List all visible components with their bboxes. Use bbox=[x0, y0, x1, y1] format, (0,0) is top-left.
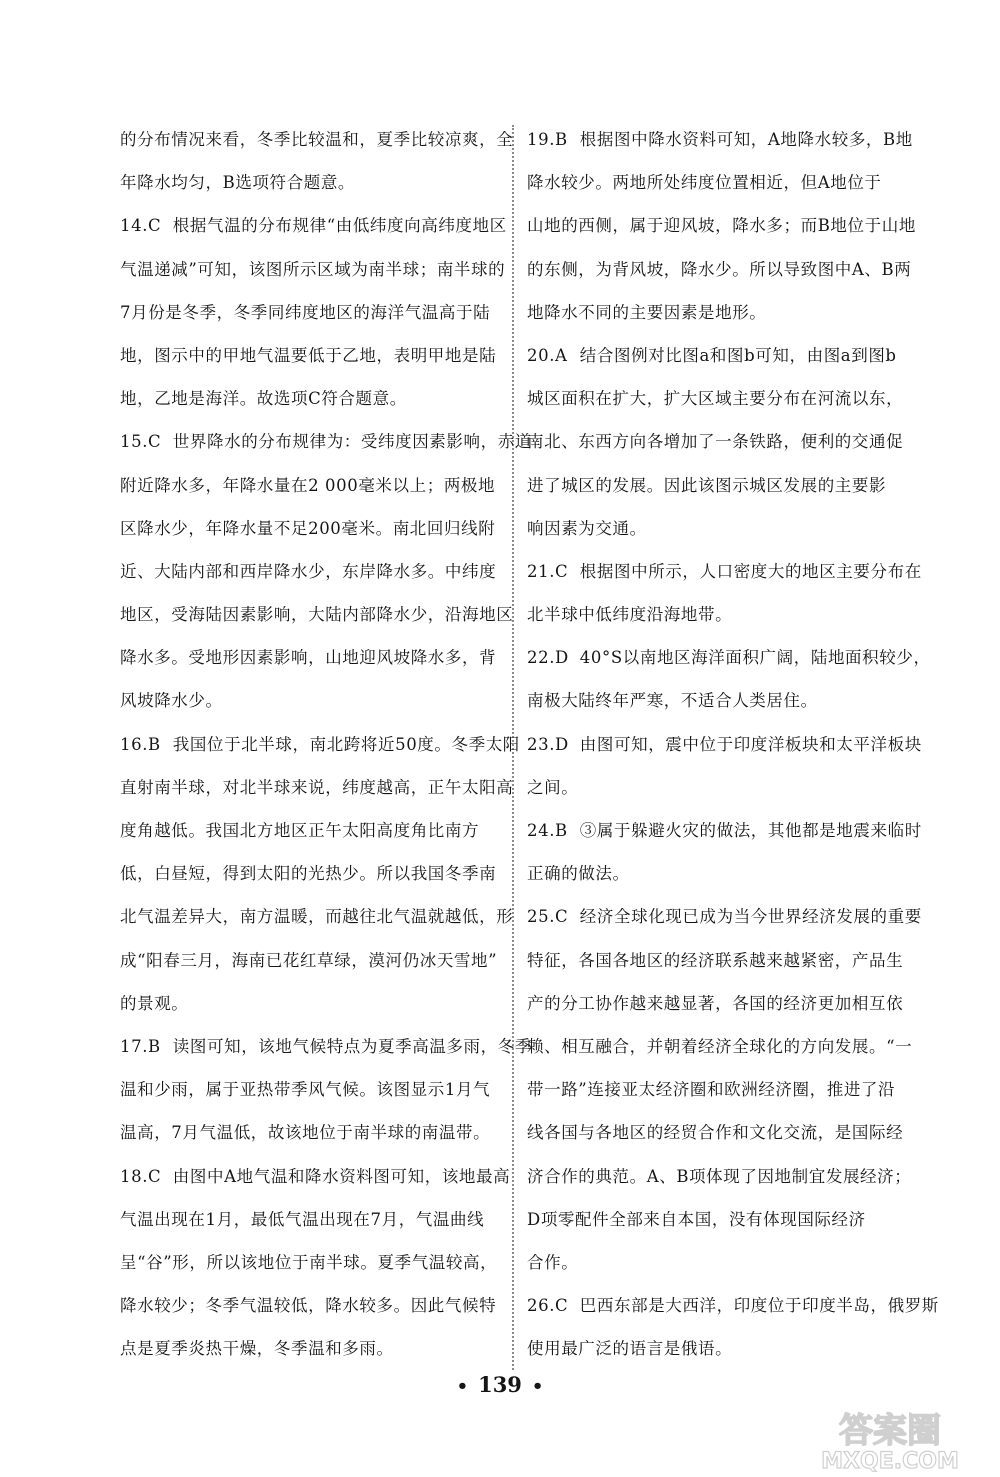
answer-text: 特征，各国各地区的经济联系越来越紧密，产品生 bbox=[527, 950, 904, 970]
answer-20 bbox=[527, 334, 927, 550]
answer-text: D项零配件全部来自本国，没有体现国际经济 bbox=[527, 1209, 866, 1229]
answer-text: 南极大陆终年严寒，不适合人类居住。 bbox=[527, 691, 818, 711]
answer-text: 气温出现在1月，最低气温出现在7月，气温曲线 bbox=[120, 1209, 485, 1229]
answer-23 bbox=[527, 723, 927, 809]
right-column bbox=[527, 118, 939, 1370]
answer-number: 21.C bbox=[527, 561, 569, 581]
page-number-dot-right: • bbox=[531, 1376, 544, 1397]
answer-number: 14.C bbox=[120, 216, 162, 236]
answer-number: 20.A bbox=[527, 345, 568, 365]
answer-text: 带一路”连接亚太经济圈和欧洲经济圈，推进了沿 bbox=[527, 1080, 896, 1100]
answer-number: 19.B bbox=[527, 130, 568, 149]
answer-text: 根据气温的分布规律“由低纬度向高纬度地区 bbox=[172, 216, 507, 236]
watermark-text-cn: 答案圈 bbox=[839, 1411, 941, 1451]
answer-text: 点是夏季炎热干燥，冬季温和多雨。 bbox=[120, 1339, 394, 1359]
answer-text: 世界降水的分布规律为：受纬度因素影响，赤道 bbox=[172, 432, 532, 452]
answer-text: 正确的做法。 bbox=[527, 864, 630, 884]
answer-text: 40°S以南地区海洋面积广阔，陆地面积较少， bbox=[579, 648, 931, 668]
answer-text: 赖、相互融合，并朝着经济全球化的方向发展。“一 bbox=[527, 1036, 913, 1056]
left-column bbox=[120, 118, 532, 1370]
answer-text: 巴西东部是大西洋，印度位于印度半岛，俄罗斯 bbox=[579, 1296, 939, 1316]
answer-text: 进了城区的发展。因此该图示城区发展的主要影 bbox=[527, 475, 887, 495]
page-number-value: 139 bbox=[478, 1372, 522, 1397]
answer-21 bbox=[527, 550, 927, 636]
answer-text: 合作。 bbox=[527, 1252, 579, 1272]
answer-text: 呈“谷”形，所以该地位于南半球。夏季气温较高， bbox=[120, 1252, 498, 1272]
answer-text: 山地的西侧，属于迎风坡，降水多；而B地位于山地 bbox=[527, 216, 916, 236]
answer-text: 北半球中低纬度沿海地带。 bbox=[527, 605, 733, 625]
answer-text: 经济全球化现已成为当今世界经济发展的重要 bbox=[579, 907, 922, 927]
answer-text: 地，图示中的甲地气温要低于乙地，表明甲地是陆 bbox=[120, 345, 497, 365]
answer-text: 附近降水多，年降水量在2 000毫米以上；两极地 bbox=[120, 475, 496, 495]
answer-text: 成“阳春三月，海南已花红草绿，漠河仍冰天雪地” bbox=[120, 950, 498, 970]
answer-text: 直射南半球，对北半球来说，纬度越高，正午太阳高 bbox=[120, 777, 514, 797]
answer-text: 的景观。 bbox=[120, 993, 189, 1013]
answer-15 bbox=[120, 420, 532, 722]
answer-number: 17.B bbox=[120, 1036, 161, 1056]
answer-17 bbox=[120, 1025, 532, 1155]
answer-text: 根据图中降水资料可知，A地降水较多，B地 bbox=[579, 130, 913, 149]
answer-text: 7月份是冬季，冬季同纬度地区的海洋气温高于陆 bbox=[120, 302, 491, 322]
answer-text: 北气温差异大，南方温暖，而越往北气温就越低，形 bbox=[120, 907, 514, 927]
answer-18 bbox=[120, 1155, 511, 1371]
answer-text: 降水较少。两地所处纬度位置相近，但A地位于 bbox=[527, 173, 882, 193]
answer-text: 南北、东西方向各增加了一条铁路，便利的交通促 bbox=[527, 432, 904, 452]
answer-16 bbox=[120, 723, 520, 1025]
answer-19 bbox=[527, 118, 927, 334]
answer-text: 温高，7月气温低，故该地位于南半球的南温带。 bbox=[120, 1123, 491, 1143]
watermark-logo bbox=[790, 1408, 995, 1473]
answer-text: 温和少雨，属于亚热带季风气候。该图显示1月气 bbox=[120, 1080, 491, 1100]
answer-text: 近、大陆内部和西岸降水少，东岸降水多。中纬度 bbox=[120, 561, 497, 581]
answer-text: 降水多。受地形因素影响，山地迎风坡降水多，背 bbox=[120, 648, 497, 668]
watermark-text-en: MXQE.COM bbox=[821, 1449, 959, 1473]
answer-text: 济合作的典范。A、B项体现了因地制宜发展经济； bbox=[527, 1166, 912, 1186]
answer-14 bbox=[120, 204, 507, 420]
answer-text: 城区面积在扩大，扩大区域主要分布在河流以东， bbox=[527, 389, 904, 409]
page-number bbox=[0, 1372, 1000, 1397]
answer-text: 根据图中所示，人口密度大的地区主要分布在 bbox=[579, 561, 922, 581]
p13-line-1: 的分布情况来看，冬季比较温和，夏季比较凉爽，全 bbox=[120, 130, 514, 149]
answer-25 bbox=[527, 895, 927, 1284]
answer-text: 地区，受海陆因素影响，大陆内部降水少，沿海地区 bbox=[120, 605, 514, 625]
answer-text: 的东侧，为背风坡，降水少。所以导致图中A、B两 bbox=[527, 259, 912, 279]
answer-text: 区降水少，年降水量不足200毫米。南北回归线附 bbox=[120, 518, 496, 538]
page-number-dot-left: • bbox=[456, 1376, 469, 1397]
answer-26 bbox=[527, 1284, 939, 1370]
answer-text: 产的分工协作越来越显著，各国的经济更加相互依 bbox=[527, 993, 904, 1013]
answer-24 bbox=[527, 809, 927, 895]
answer-text: 降水较少；冬季气温较低，降水较多。因此气候特 bbox=[120, 1296, 497, 1316]
answer-number: 18.C bbox=[120, 1166, 162, 1186]
answer-text: 之间。 bbox=[527, 777, 579, 797]
answer-number: 22.D bbox=[527, 648, 569, 668]
answer-number: 25.C bbox=[527, 907, 569, 927]
answer-text: 使用最广泛的语言是俄语。 bbox=[527, 1339, 733, 1359]
answer-number: 24.B bbox=[527, 821, 568, 840]
answer-text: 气温递减”可知，该图所示区域为南半球；南半球的 bbox=[120, 259, 506, 279]
answer-text: ③属于躲避火灾的做法，其他都是地震来临时 bbox=[579, 821, 922, 840]
answer-22 bbox=[527, 636, 931, 722]
answer-text: 由图中A地气温和降水资料图可知，该地最高 bbox=[172, 1166, 511, 1186]
answer-number: 26.C bbox=[527, 1296, 569, 1316]
answer-text: 结合图例对比图a和图b可知，由图a到图b bbox=[579, 345, 897, 365]
answer-text: 地降水不同的主要因素是地形。 bbox=[527, 302, 767, 322]
answer-text: 我国位于北半球，南北跨将近50度。冬季太阳 bbox=[172, 734, 520, 754]
answer-text: 由图可知，震中位于印度洋板块和太平洋板块 bbox=[579, 734, 922, 754]
answer-text: 风坡降水少。 bbox=[120, 691, 223, 711]
answer-text: 读图可知，该地气候特点为夏季高温多雨，冬季 bbox=[172, 1036, 532, 1056]
p13-line-2: 年降水均匀，B选项符合题意。 bbox=[120, 173, 356, 193]
answer-number: 23.D bbox=[527, 734, 569, 754]
answer-text: 低，白昼短，得到太阳的光热少。所以我国冬季南 bbox=[120, 864, 497, 884]
answer-text: 响因素为交通。 bbox=[527, 518, 647, 538]
answer-number: 16.B bbox=[120, 734, 161, 754]
answer-number: 15.C bbox=[120, 432, 162, 452]
answer-text: 度角越低。我国北方地区正午太阳高度角比南方 bbox=[120, 821, 480, 840]
answer-text: 线各国与各地区的经贸合作和文化交流，是国际经 bbox=[527, 1123, 904, 1143]
answer-text: 地，乙地是海洋。故选项C符合题意。 bbox=[120, 389, 407, 409]
